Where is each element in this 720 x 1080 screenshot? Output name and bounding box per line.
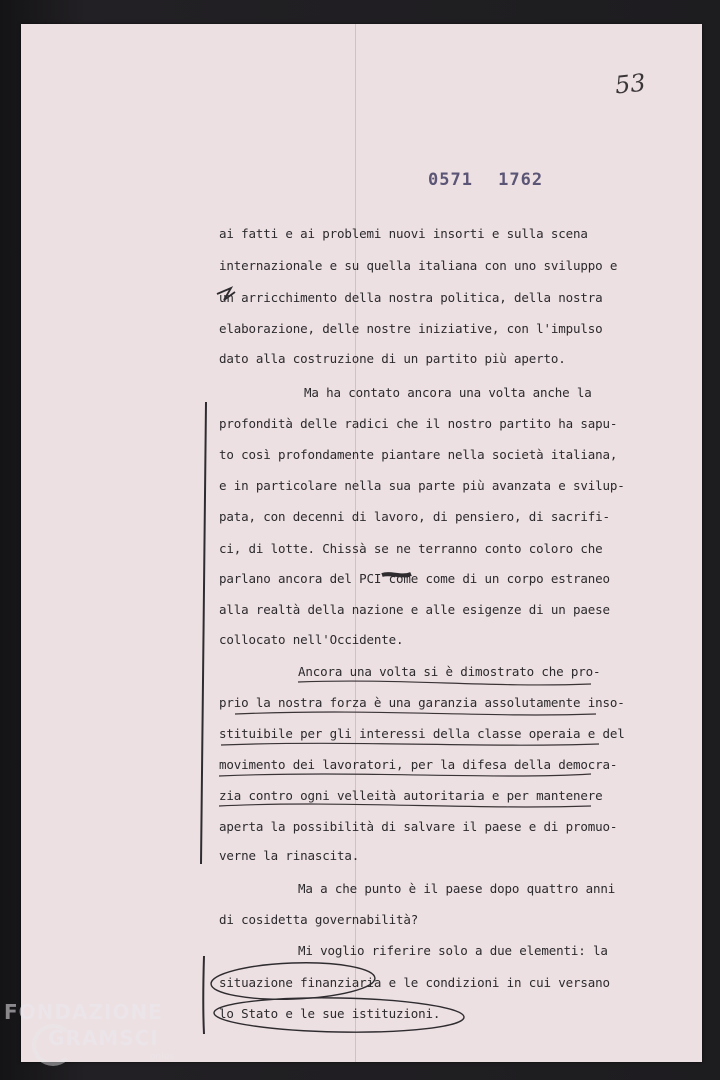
text-line: un arricchimento della nostra politica, della nostra bbox=[219, 290, 603, 305]
text-line: parlano ancora del PCI come come di un corpo estraneo bbox=[219, 571, 610, 586]
text-line: zia contro ogni velleità autoritaria e per mantenere bbox=[219, 788, 603, 803]
text-line: elaborazione, delle nostre iniziative, con l'impulso bbox=[219, 321, 603, 336]
archive-stamp: 0571 1762 bbox=[428, 170, 544, 190]
watermark-logo bbox=[4, 1000, 194, 1070]
text-line: aperta la possibilità di salvare il paese e di promuo- bbox=[219, 819, 618, 834]
text-line: alla realtà della nazione e alle esigenze di un paese bbox=[219, 602, 610, 617]
underline bbox=[219, 804, 591, 807]
text-line: prio la nostra forza è una garanzia assolutamente inso- bbox=[219, 695, 625, 710]
underline bbox=[298, 681, 591, 685]
document-page bbox=[21, 24, 702, 1062]
text-line: ai fatti e ai problemi nuovi insorti e sulla scena bbox=[219, 226, 588, 241]
margin-bracket bbox=[203, 956, 204, 1034]
handwritten-annotations bbox=[21, 24, 702, 1062]
text-line: to così profondamente piantare nella società italiana, bbox=[219, 447, 618, 462]
text-line: situazione finanziaria e le condizioni in cui versano bbox=[219, 975, 610, 990]
watermark-line-2: GRAMSCI bbox=[48, 1026, 159, 1050]
watermark-line-1: FONDAZIONE bbox=[4, 1000, 163, 1024]
text-line: Ma a che punto è il paese dopo quattro anni bbox=[298, 881, 616, 896]
text-line: profondità delle radici che il nostro partito ha sapu- bbox=[219, 416, 618, 431]
text-line: Ma ha contato ancora una volta anche la bbox=[304, 385, 592, 400]
text-line: collocato nell'Occidente. bbox=[219, 632, 404, 647]
text-line: dato alla costruzione di un partito più aperto. bbox=[219, 351, 566, 366]
text-line: stituibile per gli interessi della classe operaia e del bbox=[219, 726, 625, 741]
strikeout-scribble bbox=[382, 574, 411, 575]
underline bbox=[219, 774, 591, 776]
underline bbox=[221, 743, 599, 745]
text-line: verne la rinascita. bbox=[219, 848, 360, 863]
text-line: movimento dei lavoratori, per la difesa della democra- bbox=[219, 757, 618, 772]
text-line: ci, di lotte. Chissà se ne terranno conto coloro che bbox=[219, 541, 603, 556]
text-line: Mi voglio riferire solo a due elementi: la bbox=[298, 943, 608, 958]
text-line: pata, con decenni di lavoro, di pensiero, di sacrifi- bbox=[219, 509, 610, 524]
underline bbox=[235, 712, 596, 715]
strikeout-scribble bbox=[217, 288, 235, 300]
circle-annotation bbox=[214, 996, 465, 1034]
circle-annotation bbox=[210, 960, 375, 1002]
margin-bracket bbox=[201, 402, 206, 864]
watermark-line-3: onlus bbox=[150, 1052, 175, 1062]
text-line: e in particolare nella sua parte più avanzata e svilup- bbox=[219, 478, 625, 493]
text-line: di cosidetta governabilità? bbox=[219, 912, 419, 927]
handwritten-page-number: 53 bbox=[613, 68, 647, 100]
text-line: internazionale e su quella italiana con uno sviluppo e bbox=[219, 258, 618, 273]
text-line: Ancora una volta si è dimostrato che pro- bbox=[298, 664, 601, 679]
text-line: lo Stato e le sue istituzioni. bbox=[219, 1006, 441, 1021]
